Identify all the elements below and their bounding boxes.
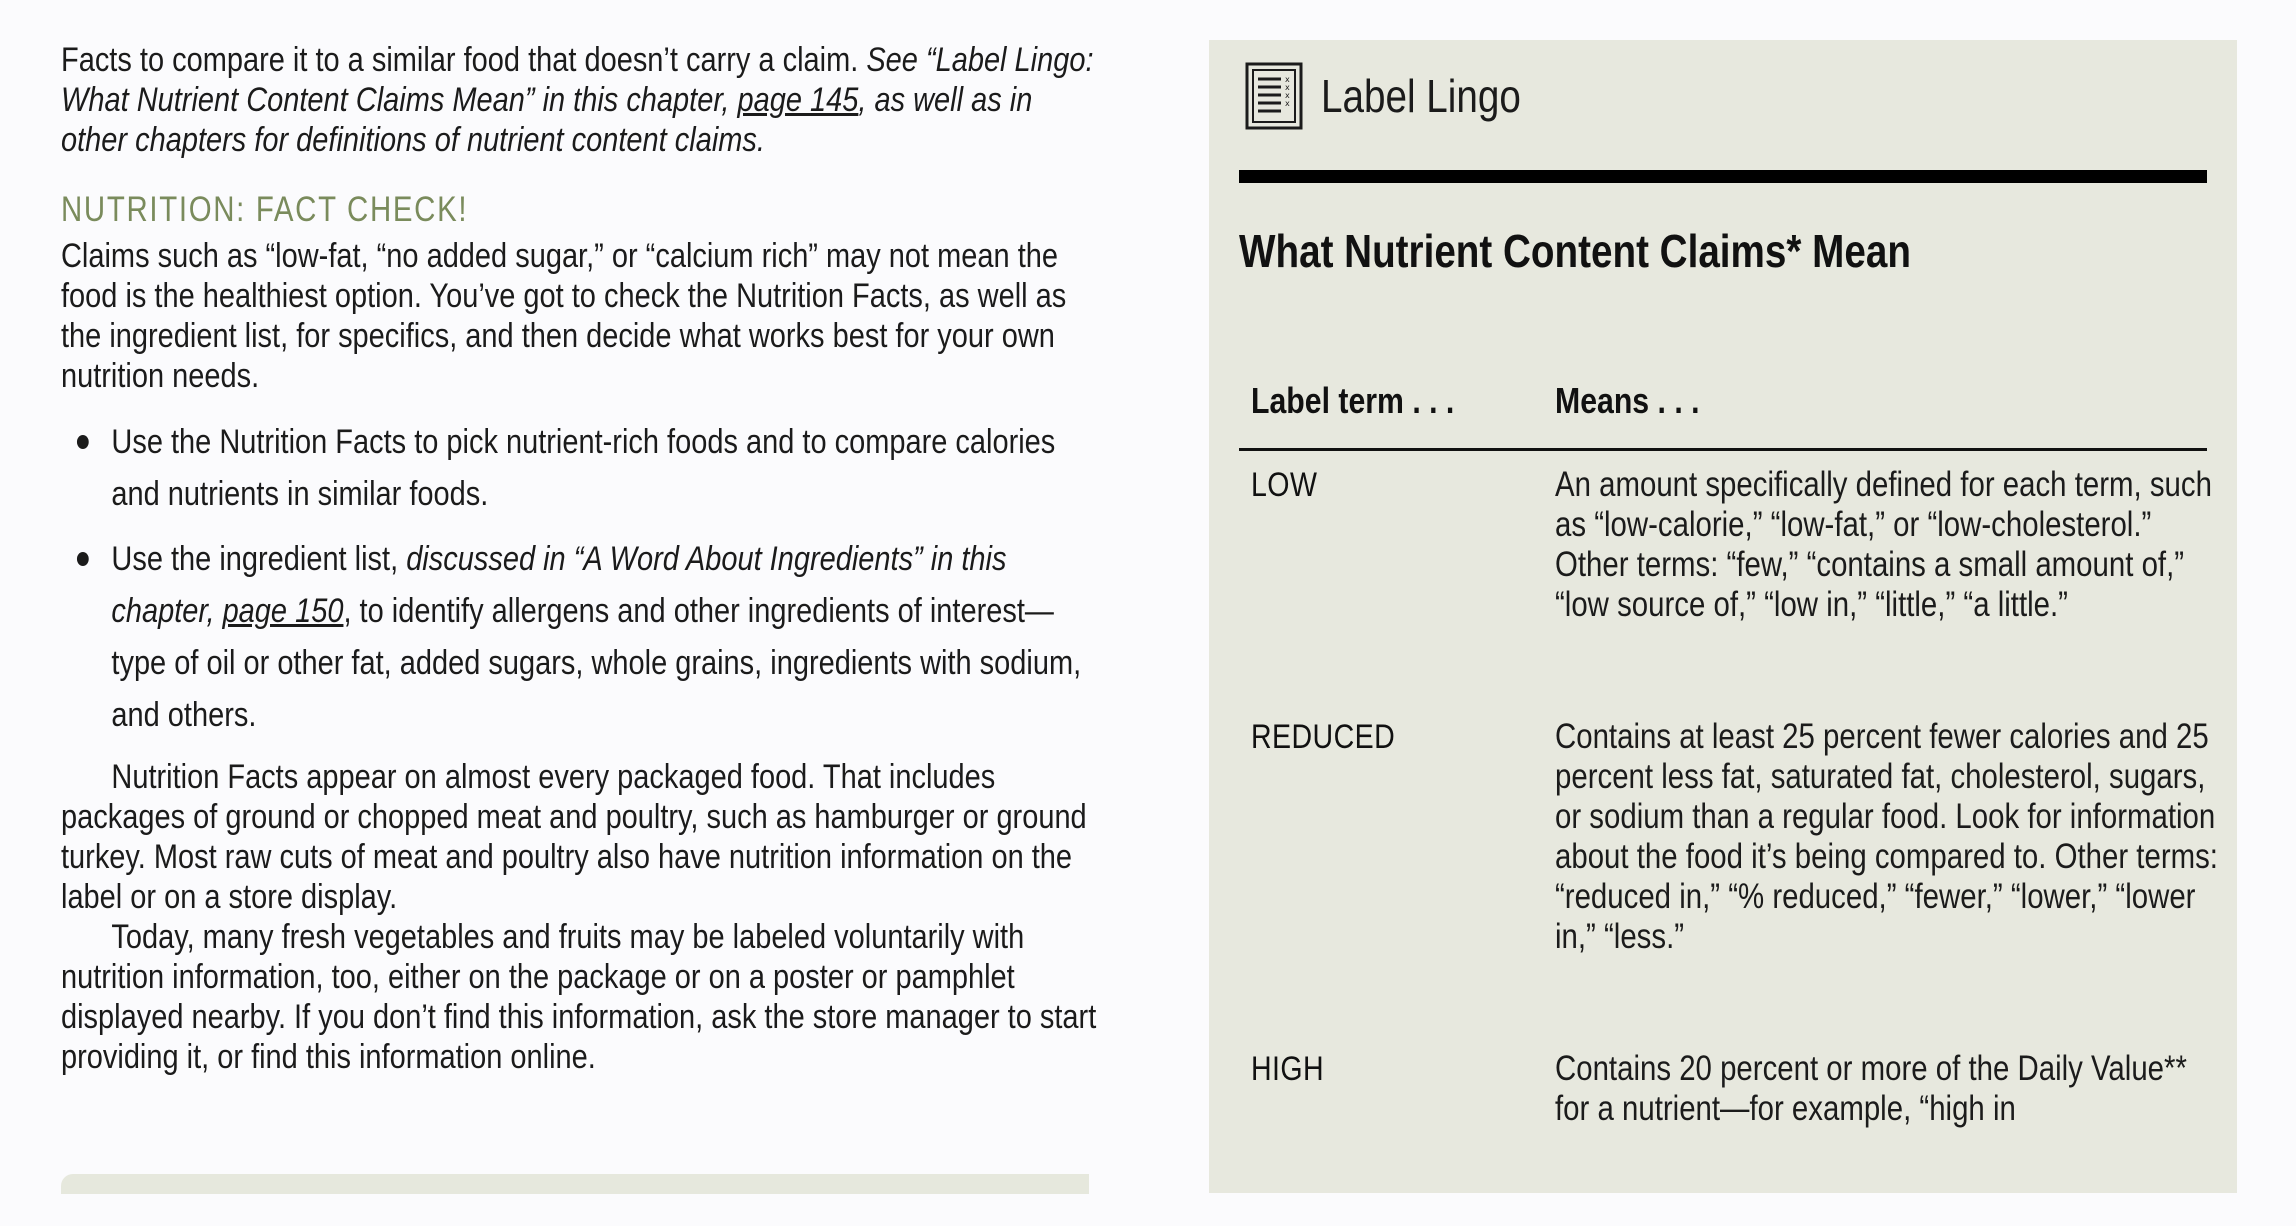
list-item-text: Use the Nutrition Facts to pick nutrient-rich foods and to compare calories and nutrients in similar foods. bbox=[111, 423, 1056, 513]
table-row-term: REDUCED bbox=[1251, 718, 1396, 756]
table-row-term: LOW bbox=[1251, 466, 1318, 504]
intro-crossref-tail: , as well as in other chapters for definitions of nutrient content claims. bbox=[61, 81, 1033, 159]
fact-check-heading: NUTRITION: FACT CHECK! bbox=[61, 190, 469, 229]
list-item-text-tail: , to identify allergens and other ingredients of interest—type of oil or other fat, added sugars, whole grains, ingredients with sodium, and others. bbox=[111, 592, 1082, 734]
body-paragraph: Nutrition Facts appear on almost every packaged food. That includes packages of ground or chopped meat and poultry, such as hamburger or ground turkey. Most raw cuts of meat and poultry also have nutrition information on the label or on a store display. bbox=[61, 758, 1087, 916]
table-row-definition: Contains 20 percent or more of the Daily Value** for a nutrient—for example, “high in bbox=[1555, 1049, 2187, 1128]
table-row-definition: Contains at least 25 percent fewer calories and 25 percent less fat, saturated fat, cholesterol, sugars, or sodium than a regular food. Look for information about the food it’s being compared to. Other terms: “reduced in,” “% reduced,” “fewer,” “lower,” “lower in,” “less.” bbox=[1555, 717, 2218, 956]
body-paragraph: Today, many fresh vegetables and fruits may be labeled voluntarily with nutrition information, too, either on the package or on a poster or pamphlet displayed nearby. If you don’t find this information, ask the store manager to start providing it, or find this information online. bbox=[61, 918, 1097, 1076]
list-item bbox=[61, 533, 1103, 741]
header-divider bbox=[1239, 448, 2207, 451]
sidebar-header bbox=[1245, 58, 1559, 134]
list-item-text: Use the ingredient list, bbox=[111, 540, 407, 578]
table-row-term: HIGH bbox=[1251, 1050, 1325, 1088]
list-item-crossref: discussed in “A Word About Ingredients” in this chapter, bbox=[111, 540, 1007, 630]
next-box-edge bbox=[61, 1174, 1089, 1194]
column-header-term: Label term . . . bbox=[1251, 380, 1455, 421]
tips-list bbox=[61, 416, 1103, 741]
intro-text: Facts to compare it to a similar food that doesn’t carry a claim. bbox=[61, 41, 867, 79]
svg-text:x: x bbox=[1285, 83, 1290, 92]
page-150-link[interactable]: page 150 bbox=[222, 592, 344, 630]
intro-crossref: See “Label Lingo: What Nutrient Content Claims Mean” in this chapter, bbox=[61, 41, 1094, 119]
label-lingo-sidebar bbox=[1209, 40, 2237, 1193]
svg-text:x: x bbox=[1285, 75, 1290, 84]
title-divider bbox=[1239, 170, 2207, 183]
table-row-definition: An amount specifically defined for each term, such as “low-calorie,” “low-fat,” or “low-cholesterol.” Other terms: “few,” “contains a small amount of,” “low source of,” “low in,” “little,” “a little.” bbox=[1555, 465, 2212, 624]
list-item bbox=[61, 416, 1103, 520]
main-text-column bbox=[61, 40, 1101, 1077]
sidebar-title: Label Lingo bbox=[1321, 70, 1521, 122]
claims-title: What Nutrient Content Claims* Mean bbox=[1239, 225, 1911, 277]
svg-text:x: x bbox=[1285, 91, 1290, 100]
svg-text:x: x bbox=[1285, 99, 1290, 108]
intro-paragraph bbox=[61, 40, 1103, 160]
column-header-means: Means . . . bbox=[1555, 380, 1700, 421]
document-list-icon bbox=[1245, 62, 1303, 130]
page-145-link[interactable]: page 145 bbox=[737, 81, 859, 119]
fact-check-body: Claims such as “low-fat, “no added sugar,” or “calcium rich” may not mean the food is the healthiest option. You’ve got to check the Nutrition Facts, as well as the ingredient list, for specifics, and then decide what works best for your own nutrition needs. bbox=[61, 237, 1067, 395]
bullet-icon bbox=[77, 435, 89, 449]
bullet-icon bbox=[77, 552, 89, 566]
